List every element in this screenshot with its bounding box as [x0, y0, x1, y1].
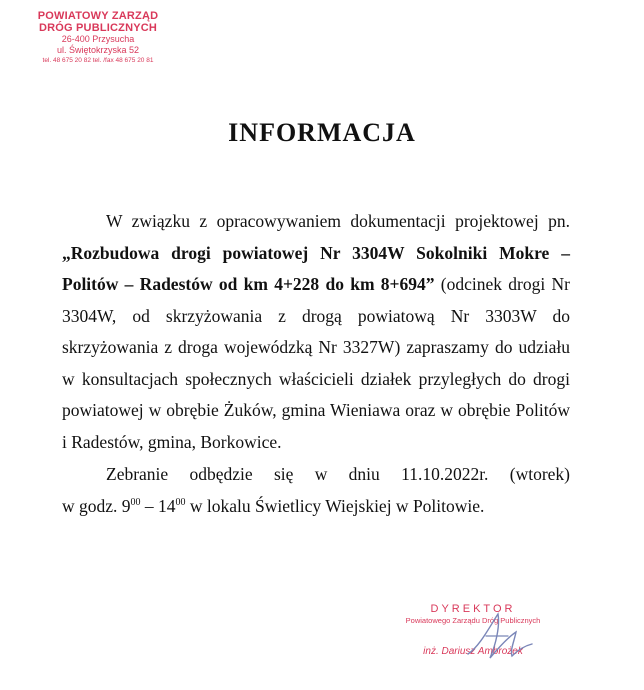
document-title: INFORMACJA [228, 118, 416, 147]
paragraph-1 [62, 206, 570, 458]
document-body [62, 206, 570, 522]
paragraph-1-rest: (odcinek drogi Nr 3304W, od skrzyżowania z drogą powiatową Nr 3303W do skrzyżowania z droga wojewódzką Nr 3327W) zapraszamy do udziału w konsultacjach społecznych właścicieli działek przyległych do drogi powiatowej w obrębie Żuków, gmina Wieniawa oraz w obrębie Politów i Radestów, gmina, Borkowice. [62, 274, 570, 452]
time-text-b: – 14 [140, 495, 176, 516]
paragraph-1-intro: W związku z opracowywaniem dokumentacji projektowej pn. [106, 211, 570, 231]
time-text-a: w godz. 9 [62, 495, 131, 516]
stamp-line-2: DRÓG PUBLICZNYCH [38, 22, 158, 34]
handwritten-signature-icon [460, 606, 540, 666]
project-name: „Rozbudowa drogi powiatowej Nr 3304W Sokolniki Mokre – Politów – Radestów od km 4+228 do km 8+694” [62, 242, 570, 294]
time-sup-2: 00 [175, 496, 186, 508]
stamp-line-5: tel. 48 675 20 82 tel. /fax 48 675 20 81 [42, 57, 154, 64]
meeting-time-line [62, 491, 570, 523]
signature-name: inż. Dariusz Ambrożek [423, 646, 523, 657]
meeting-date-line: Zebranie odbędzie się w dniu 11.10.2022r. (wtorek) [106, 464, 570, 484]
time-sup-1: 00 [130, 496, 141, 508]
stamp-line-4: ul. Świętokrzyska 52 [56, 45, 140, 55]
stamp-line-3: 26-400 Przysucha [61, 34, 135, 44]
signature-title: DYREKTOR [430, 603, 516, 615]
stamp-line-1: POWIATOWY ZARZĄD [37, 10, 159, 22]
office-stamp [18, 10, 178, 65]
signature-org: Powiatowego Zarządu Dróg Publicznych [405, 616, 541, 625]
time-text-c: w lokalu Świetlicy Wiejskiej w Politowie. [185, 495, 485, 516]
